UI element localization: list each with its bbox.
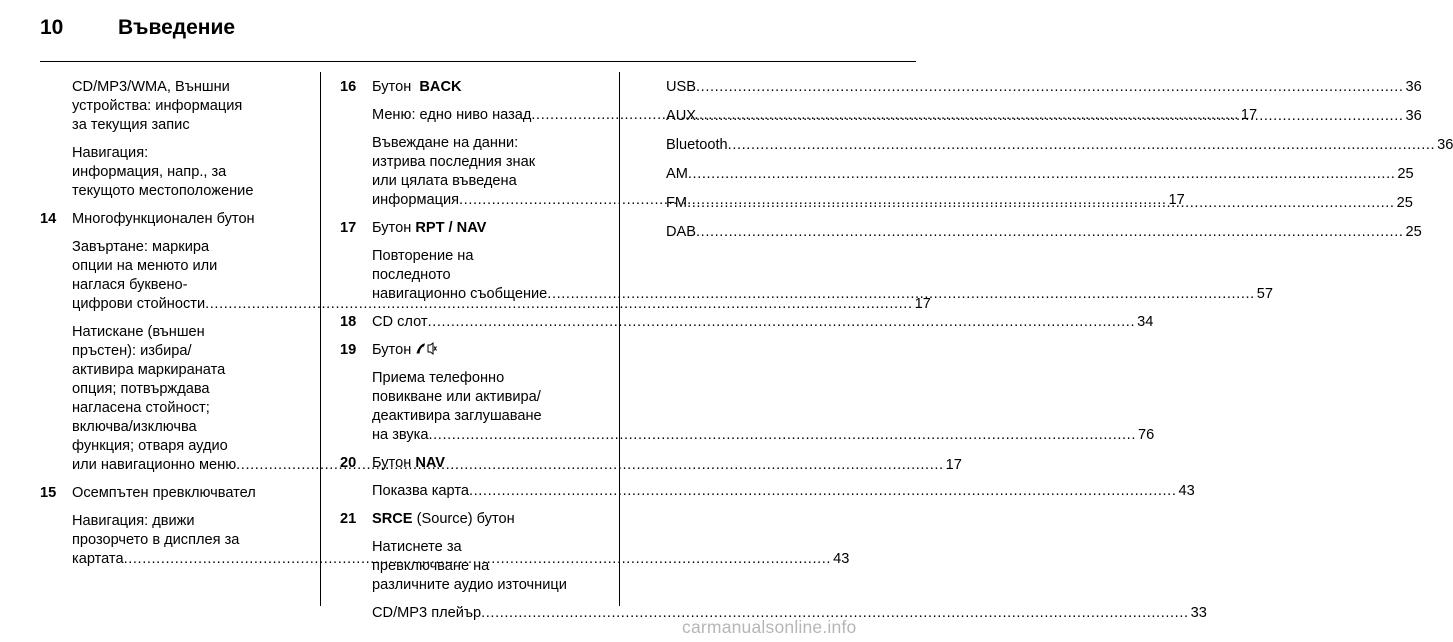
toc-line[interactable]: навигационно съобщение ..... 57 [372, 285, 603, 304]
item-18 [340, 313, 1154, 332]
item-title: Осемпътен превключвател [72, 485, 256, 501]
watermark: carmanualsonline.info [682, 617, 857, 637]
item-14 [40, 210, 304, 229]
toc-line-bluetooth[interactable]: Bluetooth ..... 36 [666, 136, 901, 155]
paragraph-navigation-info: Навигация: информация, напр., за текущото местоположение [72, 145, 254, 199]
item-number: 17 [340, 220, 357, 236]
item-number: 18 [340, 314, 357, 330]
toc-line-usb[interactable]: USB ..... 36 [666, 78, 901, 97]
item-15-desc: Навигация: движи прозорчето в дисплея за картата ..... 43 [40, 512, 304, 569]
toc-line[interactable]: цифрови стойности ..... 17 [72, 295, 304, 314]
item-19-desc: Приема телефонно повикване или активира/ деактивира заглушаване на звука ..... 76 [340, 369, 603, 445]
item-title: Многофункционален бутон [72, 211, 255, 227]
page-number: 10 [40, 16, 64, 39]
item-20-desc [340, 482, 1195, 501]
item-21: 21 SRCE (Source) бутон [340, 511, 515, 527]
item-number: 19 [340, 342, 357, 358]
page-ref: 43 [1178, 483, 1195, 499]
item-number: 14 [40, 211, 57, 227]
key-label: SRCE [372, 511, 413, 527]
key-label: RPT / NAV [415, 220, 487, 236]
page-title: Въведение [118, 16, 236, 39]
toc-line[interactable]: на звука ..... 76 [372, 426, 603, 445]
page-ref: 17 [1240, 107, 1258, 123]
key-label: NAV [415, 455, 446, 471]
paragraph-cd-info: CD/MP3/WMA, Външни устройства: информация за текущия запис [72, 79, 243, 133]
item-16: 16 Бутон BACK [340, 79, 462, 95]
key-label: BACK [419, 79, 462, 95]
item-number: 20 [340, 455, 357, 471]
item-16-input: Въвеждане на данни: изтрива последния знак или цялата въведена информация ..... 17 [340, 134, 603, 210]
page-ref: 34 [1137, 314, 1154, 330]
item-20: 20 Бутон NAV [340, 455, 446, 471]
toc-line[interactable]: Меню: едно ниво назад ..... 17 [372, 106, 603, 125]
toc-line[interactable]: или навигационно меню ..... 17 [72, 456, 304, 475]
phone-mute-icon [415, 342, 437, 355]
page-ref: 25 [1396, 195, 1413, 211]
page-ref: 25 [1397, 166, 1414, 182]
page-ref: 76 [1137, 427, 1155, 443]
item-14-press: Натискане (външен пръстен): избира/ активира маркираната опция; потвърждава нагласена стойност; включва/изключва функция; отваря аудио или навигационно меню ..... 17 [40, 323, 304, 475]
toc-line[interactable]: Показва карта ..... 43 [372, 482, 603, 501]
page-ref: 17 [914, 296, 931, 312]
item-14-turn: Завъртане: маркира опции на менюто или наглася буквено- цифрови стойности ..... 17 [40, 238, 304, 314]
page-ref: 36 [1405, 79, 1422, 95]
toc-line[interactable]: информация ..... 17 [372, 191, 603, 210]
page-ref: 17 [1168, 192, 1185, 208]
page-ref: 36 [1437, 137, 1453, 153]
item-17-desc: Повторение на последното навигационно съобщение ..... 57 [340, 247, 603, 304]
column-divider-right [619, 72, 620, 606]
item-15 [40, 484, 304, 503]
page-ref: 57 [1256, 286, 1274, 302]
toc-line-fm[interactable]: FM ..... 25 [666, 194, 901, 213]
toc-line[interactable]: картата ..... 43 [72, 550, 304, 569]
page-ref: 36 [1405, 108, 1422, 124]
toc-line[interactable]: CD слот ..... 34 [372, 313, 1153, 332]
toc-line-am[interactable]: AM ..... 25 [666, 165, 901, 184]
toc-line-dab[interactable]: DAB ..... 25 [666, 223, 901, 242]
toc-line-aux[interactable]: AUX ..... 36 [666, 107, 901, 126]
item-21-desc: Натиснете за превключване на различните аудио източници [372, 539, 567, 593]
page-ref: 43 [833, 551, 850, 567]
toc-line[interactable]: CD/MP3 плейър ..... 33 [372, 604, 603, 623]
item-number: 21 [340, 511, 357, 527]
item-19: 19 Бутон [340, 341, 603, 360]
page-ref: 17 [945, 457, 962, 473]
page-ref: 25 [1405, 224, 1422, 240]
column-divider-left [320, 72, 321, 606]
item-17: 17 Бутон RPT / NAV [340, 220, 487, 236]
header-rule [40, 61, 916, 62]
item-number: 15 [40, 485, 57, 501]
item-number: 16 [340, 79, 357, 95]
page-ref: 33 [1190, 605, 1207, 621]
item-21-cd [340, 604, 1207, 623]
